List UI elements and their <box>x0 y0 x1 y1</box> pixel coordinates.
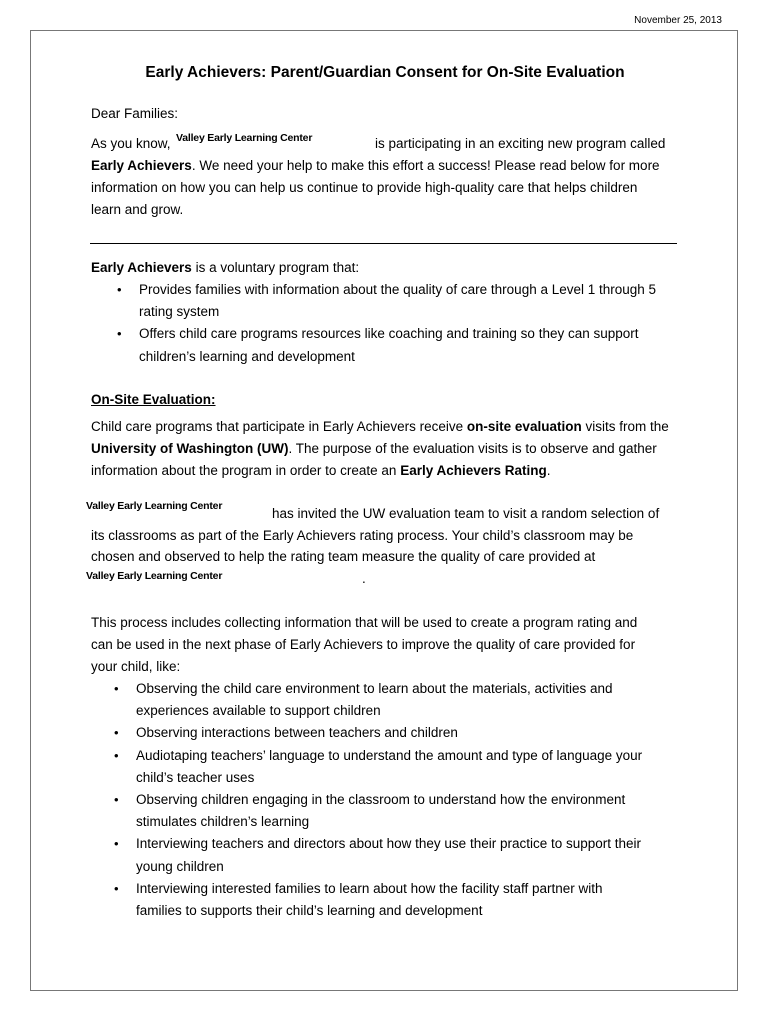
process-bullet-item <box>111 833 701 877</box>
process-bullet-item-line: Interviewing interested families to learn about how the facility staff partner with <box>136 880 603 896</box>
process-bullet-item-line: Observing the child care environment to learn about the materials, activities and <box>136 681 613 696</box>
bullet-icon: • <box>114 836 119 852</box>
rating-bold: Early Achievers Rating <box>400 463 547 478</box>
onsite-p2-line-1-rest: has invited the UW evaluation team to visit a random selection of <box>272 506 660 521</box>
process-line-3: your child, like: <box>91 659 181 674</box>
onsite-p1-line-3-a: information about the program in order to create an <box>91 463 401 478</box>
process-line-1: This process includes collecting information that will be used to create a program rating and <box>91 615 638 630</box>
onsite-p2-line-2: its classrooms as part of the Early Achievers rating process. Your child’s classroom may be <box>91 528 634 543</box>
process-bullet-item <box>111 678 701 722</box>
date: November 25, 2013 <box>634 15 722 26</box>
process-bullet-item-line: Audiotaping teachers’ language to understand the amount and type of language your <box>136 747 643 763</box>
bullet-icon: • <box>114 681 119 696</box>
process-bullet-item-line: experiences available to support children <box>136 703 381 719</box>
intro-line-1-rest: is participating in an exciting new program called <box>375 136 666 151</box>
process-bullet-item-line: families to supports their child’s learning and development <box>136 903 483 919</box>
program-lead-bold: Early Achievers <box>91 260 192 275</box>
bullet-icon: • <box>114 725 119 741</box>
onsite-p1-line-3-b: . <box>546 463 551 478</box>
process-bullet-item-line: stimulates children’s learning <box>136 814 310 830</box>
onsite-p1-line-3 <box>91 460 551 482</box>
onsite-p1-line-2-rest: . The purpose of the evaluation visits is to observe and gather <box>288 441 657 456</box>
onsite-heading: On-Site Evaluation: <box>91 392 216 407</box>
onsite-p1-line-1-b: visits from the <box>581 419 669 434</box>
bullet-icon: • <box>114 792 119 808</box>
process-bullet-item <box>111 745 701 789</box>
onsite-p2-line-3: chosen and observed to help the rating team measure the quality of care provided at <box>91 549 596 564</box>
center-name-field-3: Valley Early Learning Center <box>86 570 223 582</box>
program-bullet-item-line: rating system <box>139 304 220 320</box>
greeting: Dear Families: <box>91 106 179 121</box>
intro-line-1-lead: As you know, <box>91 136 171 151</box>
intro-line-2-rest: . We need your help to make this effort a success! Please read below for more <box>191 158 660 173</box>
process-bullet-item-line: Interviewing teachers and directors about how they use their practice to support their <box>136 836 642 852</box>
onsite-evaluation-bold: on-site evaluation <box>466 419 582 434</box>
bullet-icon: • <box>114 880 119 896</box>
program-bullet-item <box>114 323 704 367</box>
process-bullet-item-line: young children <box>136 858 224 874</box>
onsite-p2-period: . <box>362 571 366 586</box>
process-bullet-item <box>111 722 701 744</box>
program-lead <box>91 257 359 279</box>
early-achievers-bold: Early Achievers <box>91 158 192 173</box>
process-bullet-item <box>111 789 701 833</box>
process-bullet-item-line: child’s teacher uses <box>136 769 255 785</box>
intro-line-3: information on how you can help us continue to provide high-quality care that helps children <box>91 180 638 195</box>
program-bullet-list <box>114 279 704 368</box>
center-name-field-1: Valley Early Learning Center <box>176 132 313 144</box>
onsite-p1-line-2 <box>91 438 657 460</box>
intro-line-2 <box>91 155 660 177</box>
program-bullet-item-line: Provides families with information about the quality of care through a Level 1 through 5 <box>139 282 657 297</box>
onsite-p1-line-1-a: Child care programs that participate in Early Achievers receive <box>91 419 467 434</box>
program-bullet-item-line: children’s learning and development <box>139 348 355 364</box>
program-lead-rest: is a voluntary program that: <box>191 260 360 275</box>
process-bullet-item-line: Observing interactions between teachers and children <box>136 725 458 741</box>
horizontal-rule <box>90 243 677 244</box>
process-line-2: can be used in the next phase of Early Achievers to improve the quality of care provided for <box>91 637 636 652</box>
program-bullet-item <box>114 279 704 323</box>
process-bullet-item <box>111 878 701 922</box>
onsite-p1-line-1 <box>91 416 669 438</box>
program-bullet-item-line: Offers child care programs resources like coaching and training so they can support <box>139 326 639 342</box>
bullet-icon: • <box>117 326 122 342</box>
process-bullet-item-line: Observing children engaging in the classroom to understand how the environment <box>136 792 626 808</box>
page-title: Early Achievers: Parent/Guardian Consent for On-Site Evaluation <box>145 64 625 81</box>
process-bullet-list <box>111 678 701 922</box>
bullet-icon: • <box>117 282 122 297</box>
intro-line-4: learn and grow. <box>91 202 184 217</box>
center-name-field-2: Valley Early Learning Center <box>86 500 223 512</box>
bullet-icon: • <box>114 747 119 763</box>
uw-bold: University of Washington (UW) <box>91 441 289 456</box>
